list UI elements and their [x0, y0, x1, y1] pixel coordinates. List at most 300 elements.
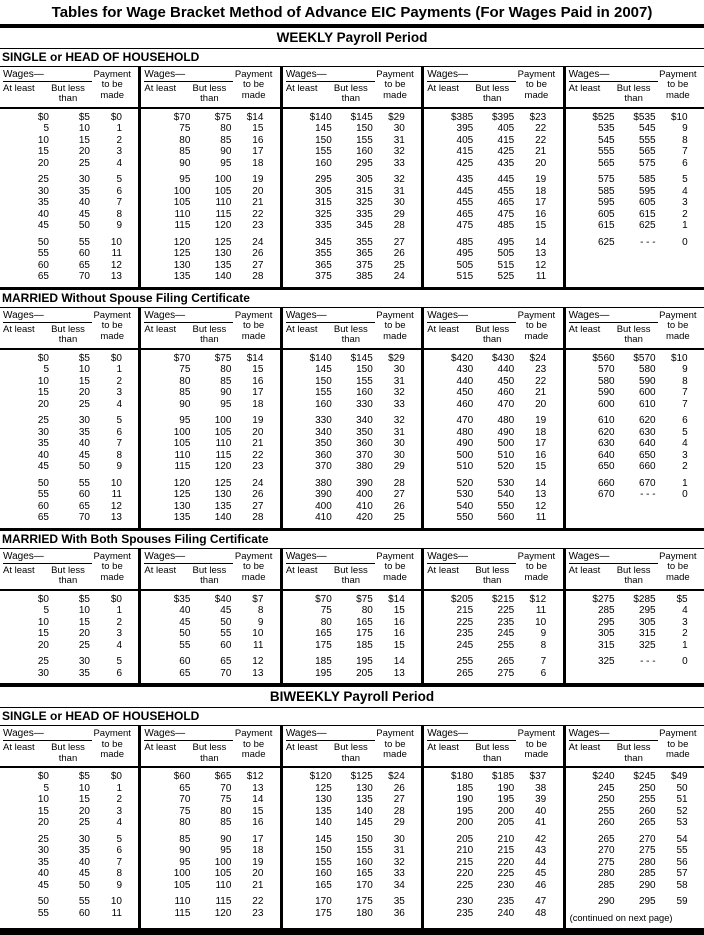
- wage-at-least-cell: 165: [315, 879, 332, 891]
- payment-cell: 27: [393, 489, 405, 501]
- wage-at-least-cell: 80: [179, 375, 191, 387]
- payment-cell: 12: [535, 259, 547, 271]
- payment-label: Payment to be made: [234, 728, 273, 760]
- table-row: [424, 364, 562, 376]
- wage-but-less-cell: 650: [638, 449, 656, 461]
- table-row: [0, 174, 138, 186]
- table-row: [0, 438, 138, 450]
- table-row: [0, 489, 138, 501]
- payment-cell: 53: [676, 817, 688, 828]
- wage-at-least-cell: 570: [597, 364, 615, 376]
- wage-at-least-cell: 55: [37, 489, 49, 501]
- payment-cell: 4: [682, 438, 688, 450]
- table-row: [0, 461, 138, 473]
- wage-at-least-cell: 450: [456, 387, 474, 399]
- wage-but-less-cell: 140: [214, 512, 232, 524]
- wages-subheaders: [427, 82, 516, 105]
- wage-at-least-cell: 285: [597, 605, 615, 617]
- row-group: [0, 112, 138, 170]
- payment-cell: 7: [682, 146, 688, 158]
- wage-but-less-cell: 90: [220, 833, 232, 845]
- payment-cell: $29: [388, 111, 405, 123]
- row-group: [566, 174, 704, 232]
- payment-cell: 15: [535, 461, 547, 473]
- wage-but-less-cell: 45: [78, 868, 90, 879]
- row-group: [424, 478, 562, 524]
- wage-but-less-cell: 560: [497, 512, 515, 524]
- but-less-than-label: But less than: [333, 742, 368, 764]
- table-title: SINGLE or HEAD OF HOUSEHOLD: [2, 709, 200, 724]
- table-row: [566, 186, 704, 198]
- wage-but-less-cell: 20: [78, 805, 90, 817]
- wage-at-least-cell: 15: [37, 146, 49, 158]
- payment-cell: 9: [116, 220, 122, 232]
- wage-but-less-cell: 50: [78, 879, 90, 891]
- wage-but-less-cell: 10: [78, 123, 90, 135]
- wage-at-least-cell: 155: [315, 856, 332, 868]
- at-least-label: At least: [427, 323, 459, 335]
- wage-at-least-cell: 150: [315, 134, 332, 146]
- table-row: [141, 617, 279, 629]
- payment-cell: $24: [529, 352, 547, 364]
- but-less-than-label: But less than: [192, 742, 227, 764]
- wage-but-less-cell: 20: [78, 387, 90, 399]
- payment-cell: 27: [393, 794, 405, 805]
- column-group: [0, 549, 138, 683]
- payment-cell: 15: [393, 605, 405, 617]
- wage-but-less-cell: 60: [220, 639, 232, 651]
- column-data: [0, 109, 138, 287]
- wage-but-less-cell: 40: [78, 856, 90, 868]
- payment-cell: $14: [246, 111, 264, 123]
- table-row: [566, 817, 704, 829]
- wage-at-least-cell: 505: [456, 259, 474, 271]
- payment-cell: $0: [110, 352, 122, 364]
- table-row: [0, 112, 138, 124]
- payment-cell: 31: [393, 845, 405, 856]
- at-least-label: At least: [285, 323, 318, 335]
- column-group-header: [424, 308, 562, 350]
- wage-but-less-cell: 30: [78, 656, 90, 668]
- payment-cell: 12: [252, 656, 264, 668]
- column-data: [283, 768, 421, 923]
- wage-but-less-cell: 55: [78, 477, 90, 489]
- payment-cell: 21: [252, 438, 264, 450]
- wage-but-less-cell: 165: [356, 616, 373, 628]
- table-row: [141, 794, 279, 806]
- wage-at-least-cell: 135: [173, 271, 191, 283]
- column-group: [421, 308, 562, 528]
- but-less-than-label: But less than: [616, 323, 651, 346]
- wages-subheaders: [144, 564, 233, 587]
- wage-at-least-cell: $560: [592, 352, 615, 364]
- payment-cell: 29: [393, 208, 405, 220]
- wage-but-less-cell: 465: [497, 197, 515, 209]
- at-least-label: At least: [144, 564, 177, 576]
- payment-cell: 21: [535, 387, 547, 399]
- wage-but-less-cell: 405: [497, 123, 515, 135]
- wages-header: [283, 726, 375, 764]
- table-row: [283, 896, 421, 908]
- wage-but-less-cell: $285: [633, 593, 656, 605]
- payment-cell: 44: [535, 856, 547, 868]
- wage-but-less-cell: 340: [356, 415, 373, 427]
- payment-cell: 27: [252, 500, 264, 512]
- wage-but-less-cell: 260: [638, 805, 656, 817]
- row-group: [141, 656, 279, 679]
- but-less-than-label: But less than: [51, 564, 85, 587]
- row-group: [283, 174, 421, 232]
- wages-label: Wages—: [569, 728, 658, 741]
- row-group: [283, 771, 421, 829]
- payment-cell: 6: [116, 426, 122, 438]
- wage-at-least-cell: 100: [173, 426, 191, 438]
- wage-at-least-cell: 20: [37, 157, 49, 169]
- wage-but-less-cell: 120: [214, 907, 232, 919]
- payment-cell: 2: [682, 208, 688, 220]
- wages-label: Wages—: [3, 310, 92, 323]
- wage-at-least-cell: 5: [43, 605, 49, 617]
- payment-cell: 4: [682, 605, 688, 617]
- table-row: [141, 237, 279, 249]
- table-row: [424, 271, 562, 283]
- wage-at-least-cell: 50: [37, 236, 49, 248]
- wage-but-less-cell: $245: [633, 771, 656, 782]
- wage-at-least-cell: 30: [37, 667, 49, 679]
- wage-at-least-cell: 280: [597, 868, 615, 879]
- row-group: [566, 594, 704, 652]
- payment-cell: 35: [393, 896, 405, 907]
- table-row: [283, 794, 421, 806]
- payment-cell: 5: [682, 426, 688, 438]
- wage-at-least-cell: 30: [37, 426, 49, 438]
- row-group: [0, 834, 138, 892]
- wage-at-least-cell: 25: [37, 415, 49, 427]
- payment-cell: 14: [535, 477, 547, 489]
- wage-but-less-cell: 175: [356, 896, 373, 907]
- table-row: [141, 376, 279, 388]
- wage-but-less-cell: 85: [220, 817, 232, 828]
- table-row: [283, 450, 421, 462]
- wage-at-least-cell: 25: [37, 833, 49, 845]
- payment-cell: 19: [535, 174, 547, 186]
- wage-at-least-cell: $70: [173, 111, 191, 123]
- wage-at-least-cell: 65: [179, 782, 191, 794]
- table-row: [424, 197, 562, 209]
- wage-at-least-cell: 355: [315, 248, 332, 260]
- payment-cell: 1: [116, 123, 122, 135]
- row-group: [566, 771, 704, 829]
- wages-label: Wages—: [286, 69, 375, 82]
- wage-but-less-cell: 660: [638, 461, 656, 473]
- wage-but-less-cell: 15: [78, 794, 90, 805]
- wage-but-less-cell: 105: [214, 185, 232, 197]
- payment-cell: 19: [252, 174, 264, 186]
- payment-cell: 29: [393, 817, 405, 828]
- wage-at-least-cell: 305: [315, 185, 332, 197]
- wage-at-least-cell: 380: [315, 477, 332, 489]
- payment-cell: $37: [529, 771, 547, 782]
- wage-at-least-cell: $0: [37, 593, 49, 605]
- at-least-label: At least: [568, 323, 601, 335]
- wage-but-less-cell: 125: [214, 236, 232, 248]
- row-group: [566, 353, 704, 411]
- payment-cell: 6: [682, 415, 688, 427]
- wage-at-least-cell: 195: [456, 805, 474, 817]
- but-less-than-label: But less than: [475, 83, 510, 105]
- row-group: [141, 478, 279, 524]
- wage-at-least-cell: 185: [456, 782, 474, 794]
- payment-cell: 1: [116, 605, 122, 617]
- column-group-header: [566, 308, 704, 350]
- wage-at-least-cell: 45: [37, 461, 49, 473]
- payment-cell: 28: [393, 220, 405, 232]
- but-less-than-label: But less than: [333, 564, 368, 587]
- wage-but-less-cell: 150: [356, 833, 373, 845]
- payment-cell: 10: [535, 616, 547, 628]
- wage-at-least-cell: 205: [456, 833, 474, 845]
- payment-cell: 8: [682, 134, 688, 146]
- payment-cell: 12: [110, 500, 122, 512]
- wage-at-least-cell: 260: [597, 817, 615, 828]
- wage-at-least-cell: 110: [174, 896, 191, 907]
- table-row: [0, 806, 138, 818]
- wage-but-less-cell: 380: [356, 461, 373, 473]
- wage-but-less-cell: $570: [633, 352, 656, 364]
- wage-but-less-cell: 135: [356, 794, 373, 805]
- wage-at-least-cell: 495: [456, 248, 474, 260]
- column-group: [138, 308, 279, 528]
- payment-cell: 20: [535, 398, 547, 410]
- table-row: [424, 512, 562, 524]
- payment-label: Payment to be made: [659, 728, 697, 760]
- wage-but-less-cell: - - -: [640, 656, 656, 668]
- table-row: [283, 158, 421, 170]
- wage-at-least-cell: 5: [43, 782, 49, 794]
- payment-cell: 2: [682, 628, 688, 640]
- table-row: [566, 438, 704, 450]
- at-least-label: At least: [3, 742, 35, 754]
- column-group-header: [283, 308, 421, 350]
- table-row: [566, 376, 704, 388]
- wage-but-less-cell: 210: [497, 833, 515, 845]
- table-row: [283, 197, 421, 209]
- payment-label: Payment to be made: [376, 728, 414, 760]
- wage-but-less-cell: 130: [356, 782, 373, 794]
- payment-cell: 3: [116, 628, 122, 640]
- table-row: [141, 834, 279, 846]
- payment-cell: 47: [535, 896, 547, 907]
- table-row: [566, 364, 704, 376]
- wage-at-least-cell: $140: [309, 111, 332, 123]
- wage-but-less-cell: 10: [78, 364, 90, 376]
- wages-subheaders: [569, 741, 658, 764]
- wage-but-less-cell: 550: [497, 500, 515, 512]
- table-row: [0, 771, 138, 783]
- column-group-header: [283, 67, 421, 109]
- wage-but-less-cell: 580: [638, 364, 656, 376]
- but-less-than-label: But less than: [616, 83, 651, 105]
- wage-at-least-cell: 170: [315, 896, 332, 907]
- payment-cell: 40: [535, 805, 547, 817]
- table-row: [566, 450, 704, 462]
- wage-but-less-cell: 285: [638, 868, 656, 879]
- wage-but-less-cell: 330: [356, 398, 373, 410]
- table-row: [0, 594, 138, 606]
- table-row: [283, 260, 421, 272]
- table-row: [283, 617, 421, 629]
- table-row: [283, 353, 421, 365]
- wage-but-less-cell: 150: [356, 123, 373, 135]
- column-data: [0, 591, 138, 684]
- row-group: [283, 112, 421, 170]
- table-row: [424, 415, 562, 427]
- table-row: [566, 197, 704, 209]
- payment-cell: 8: [116, 208, 122, 220]
- payment-cell: 21: [535, 146, 547, 158]
- payment-label: Payment to be made: [93, 728, 131, 760]
- column-data: [424, 768, 562, 923]
- wage-bracket-table: [0, 307, 704, 528]
- wage-at-least-cell: 360: [315, 449, 332, 461]
- wages-subheaders: [3, 82, 92, 105]
- wage-but-less-cell: 520: [497, 461, 515, 473]
- table-row: [141, 880, 279, 892]
- wage-at-least-cell: 395: [456, 123, 474, 135]
- payment-cell: 57: [676, 868, 688, 879]
- table-row: [141, 461, 279, 473]
- wage-but-less-cell: 225: [497, 605, 515, 617]
- but-less-than-label: But less than: [616, 742, 651, 764]
- table-row: [566, 605, 704, 617]
- table-row: [566, 806, 704, 818]
- payment-cell: 3: [682, 449, 688, 461]
- payment-cell: 7: [116, 197, 122, 209]
- wage-but-less-cell: 460: [497, 387, 515, 399]
- wage-but-less-cell: 355: [356, 236, 373, 248]
- wage-but-less-cell: 575: [638, 157, 656, 169]
- wage-at-least-cell: 65: [37, 512, 49, 524]
- payment-cell: 22: [252, 896, 264, 907]
- table-row: [566, 857, 704, 869]
- payment-cell: 9: [540, 628, 547, 640]
- payment-cell: 7: [540, 656, 547, 668]
- payment-cell: 31: [393, 185, 405, 197]
- payment-cell: 21: [252, 197, 264, 209]
- table-row: [0, 450, 138, 462]
- wage-but-less-cell: 545: [638, 123, 656, 135]
- wage-at-least-cell: 90: [179, 398, 191, 410]
- wage-but-less-cell: 95: [220, 157, 232, 169]
- payment-cell: 0: [682, 656, 688, 668]
- wages-subheaders: [569, 323, 658, 346]
- wage-at-least-cell: 335: [315, 220, 332, 232]
- wage-at-least-cell: 65: [179, 667, 191, 679]
- payment-cell: 11: [111, 248, 122, 260]
- table-row: [283, 834, 421, 846]
- wage-but-less-cell: 35: [78, 845, 90, 856]
- wage-but-less-cell: 435: [497, 157, 515, 169]
- table-row: [283, 415, 421, 427]
- table-row: [424, 387, 562, 399]
- table-row: [283, 908, 421, 920]
- wage-at-least-cell: 230: [456, 896, 474, 907]
- payment-cell: 15: [535, 220, 547, 232]
- wage-at-least-cell: 545: [597, 134, 615, 146]
- wage-at-least-cell: 75: [179, 364, 191, 376]
- table-row: [566, 794, 704, 806]
- table-row: [141, 628, 279, 640]
- wage-at-least-cell: 400: [315, 500, 332, 512]
- but-less-than-label: But less than: [475, 323, 510, 346]
- table-row: [424, 640, 562, 652]
- wage-but-less-cell: 55: [78, 896, 90, 907]
- wage-but-less-cell: 115: [215, 896, 232, 907]
- table-row: [141, 478, 279, 490]
- wage-at-least-cell: 35: [37, 197, 49, 209]
- wage-but-less-cell: 190: [497, 782, 515, 794]
- payment-cell: 16: [393, 628, 405, 640]
- table-row: [0, 908, 138, 920]
- payment-cell: 50: [676, 782, 688, 794]
- wage-at-least-cell: 75: [320, 605, 332, 617]
- wage-at-least-cell: $0: [37, 771, 49, 782]
- table-row: [566, 771, 704, 783]
- wage-but-less-cell: $75: [214, 352, 232, 364]
- wage-but-less-cell: $145: [350, 352, 373, 364]
- wage-at-least-cell: 35: [37, 438, 49, 450]
- table-row: [424, 617, 562, 629]
- payment-cell: 5: [116, 415, 122, 427]
- table-row: [0, 794, 138, 806]
- wage-at-least-cell: $140: [309, 352, 332, 364]
- wages-label: Wages—: [144, 310, 233, 323]
- wage-at-least-cell: 440: [456, 375, 474, 387]
- wage-at-least-cell: 20: [37, 398, 49, 410]
- wage-but-less-cell: 15: [78, 616, 90, 628]
- wage-at-least-cell: 460: [456, 398, 474, 410]
- table-row: [0, 857, 138, 869]
- wage-but-less-cell: 270: [638, 833, 656, 845]
- payment-cell: 11: [535, 271, 547, 283]
- table-row: [424, 501, 562, 513]
- wage-at-least-cell: 175: [315, 907, 332, 919]
- table-row: [0, 478, 138, 490]
- column-group: [0, 726, 138, 928]
- table-row: [283, 880, 421, 892]
- payment-cell: $49: [670, 771, 688, 782]
- table-row: [424, 628, 562, 640]
- column-group: [138, 726, 279, 928]
- row-group: [566, 896, 704, 908]
- payment-label: Payment to be made: [93, 309, 131, 342]
- wage-at-least-cell: 95: [179, 856, 191, 868]
- table-row: [141, 817, 279, 829]
- column-group: [0, 308, 138, 528]
- table-row: [0, 617, 138, 629]
- wage-at-least-cell: 120: [173, 477, 191, 489]
- table-row: [0, 783, 138, 795]
- wage-but-less-cell: 505: [497, 248, 515, 260]
- wages-header: [141, 67, 233, 105]
- column-group: [280, 549, 421, 683]
- wages-header: [424, 726, 516, 764]
- wage-but-less-cell: $5: [78, 593, 90, 605]
- payment-label: Payment to be made: [234, 550, 273, 583]
- wage-but-less-cell: $75: [214, 111, 232, 123]
- payment-cell: 16: [252, 375, 264, 387]
- payment-cell: 11: [111, 907, 122, 919]
